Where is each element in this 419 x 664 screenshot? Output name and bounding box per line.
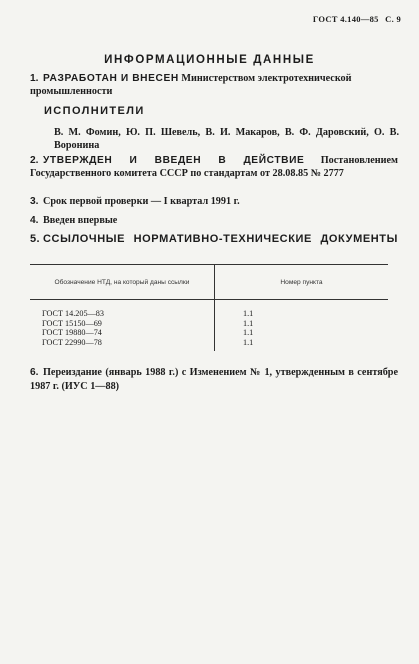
cell-clause: 1.1 — [215, 300, 389, 319]
page-header — [313, 14, 401, 24]
item-number: 6. — [30, 367, 39, 378]
table-row — [30, 338, 388, 352]
column-header-document: Обозначение НТД, на который даны ссылки — [30, 265, 215, 300]
item-approved — [30, 155, 398, 180]
item-lead: РАЗРАБОТАН И ВНЕСЕН — [43, 73, 179, 84]
page-number: С. 9 — [385, 14, 401, 24]
item-first-introduced — [30, 215, 398, 228]
item-lead: УТВЕРЖДЕН И ВВЕДЕН В ДЕЙСТВИЕ — [43, 155, 305, 166]
item-number: 4. — [30, 215, 39, 226]
item-review-date — [30, 196, 398, 209]
item-text: Министерством электротехнической промышленности — [30, 73, 352, 97]
item-number: 3. — [30, 196, 39, 207]
executors-title: ИСПОЛНИТЕЛИ — [44, 105, 145, 117]
executors-names: В. М. Фомин, Ю. П. Шевель, В. И. Макаров, В. Ф. Даровский, О. В. Воронина — [54, 127, 399, 151]
references-table — [30, 264, 388, 351]
item-text: Введен впервые — [43, 215, 118, 226]
item-number: 5. — [30, 233, 40, 245]
item-text: Срок первой проверки — I квартал 1991 г. — [43, 196, 240, 207]
item-reissue — [30, 366, 398, 394]
table-header-row — [30, 265, 388, 300]
item-text: Постановлением Государственного комитета СССР по стандартам от 28.08.85 № 2777 — [30, 155, 398, 179]
table-row — [30, 328, 388, 338]
table-row — [30, 300, 388, 319]
cell-document: ГОСТ 22990—78 — [42, 337, 102, 347]
cell-clause: 1.1 — [215, 338, 389, 352]
cell-document: ГОСТ 15150—69 — [42, 318, 102, 328]
section-title: ИНФОРМАЦИОННЫЕ ДАННЫЕ — [104, 54, 315, 66]
item-references-heading — [30, 233, 398, 246]
item-number: 1. — [30, 73, 39, 84]
column-header-clause: Номер пункта — [215, 265, 389, 300]
item-lead: ССЫЛОЧНЫЕ НОРМАТИВНО-ТЕХНИЧЕСКИЕ ДОКУМЕНТЫ — [43, 233, 398, 245]
item-text: Переиздание (январь 1988 г.) с Изменением № 1, утвержденным в сентябре 1987 г. (ИУС 1—88) — [30, 367, 398, 392]
standard-number: ГОСТ 4.140—85 — [312, 14, 379, 24]
cell-document: ГОСТ 19880—74 — [42, 328, 102, 337]
table-row — [30, 319, 388, 329]
cell-document: ГОСТ 14.205—83 — [42, 309, 104, 318]
cell-clause: 1.1 — [215, 319, 389, 329]
item-developed — [30, 73, 398, 98]
cell-clause: 1.1 — [215, 328, 389, 338]
item-number: 2. — [30, 155, 39, 166]
